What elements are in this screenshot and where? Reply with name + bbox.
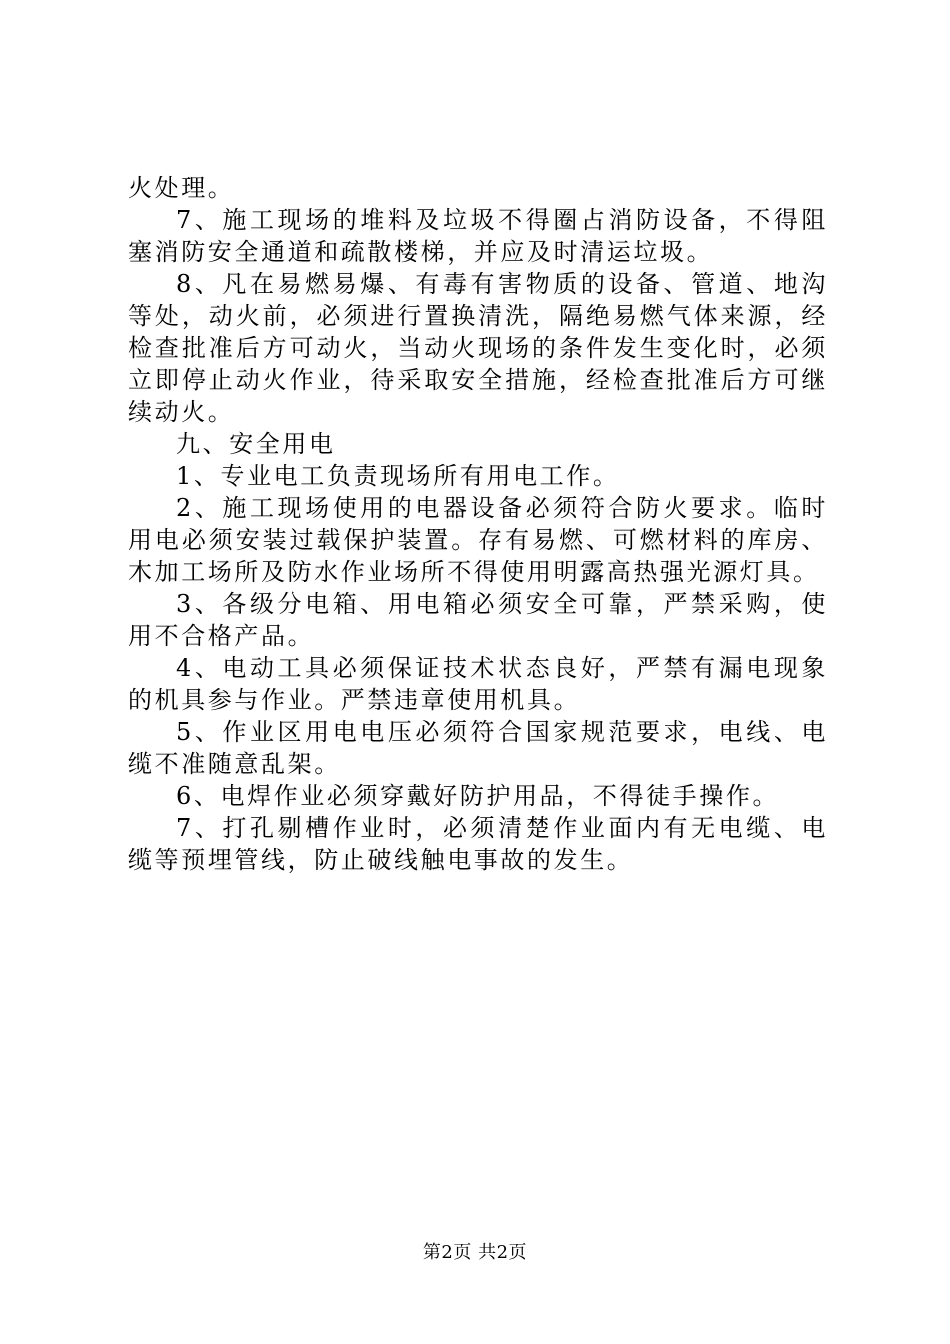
paragraph-electrical-item-2: 2、施工现场使用的电器设备必须符合防火要求。临时用电必须安装过载保护装置。存有易燃、可燃材料的库房、木加工场所及防水作业场所不得使用明露高热强光源灯具。 (128, 494, 828, 586)
paragraph-electrical-item-1: 1、专业电工负责现场所有用电工作。 (176, 462, 620, 490)
page-footer (0, 1242, 950, 1264)
paragraph-fire-item-7: 7、施工现场的堆料及垃圾不得圈占消防设备，不得阻塞消防安全通道和疏散楼梯，并应及时清运垃圾。 (128, 206, 828, 266)
paragraph-continuation: 火处理。 (128, 174, 235, 202)
paragraph-electrical-item-6: 6、电焊作业必须穿戴好防护用品，不得徒手操作。 (176, 782, 780, 810)
paragraph-electrical-item-4: 4、电动工具必须保证技术状态良好，严禁有漏电现象的机具参与作业。严禁违章使用机具。 (128, 654, 828, 714)
page-number-label: 第2页 共2页 (422, 1242, 528, 1263)
paragraph-electrical-item-7: 7、打孔剔槽作业时，必须清楚作业面内有无电缆、电缆等预埋管线，防止破线触电事故的发生。 (128, 814, 828, 874)
paragraph-electrical-item-3: 3、各级分电箱、用电箱必须安全可靠，严禁采购，使用不合格产品。 (128, 590, 828, 650)
section-heading-electrical-safety: 九、安全用电 (176, 430, 336, 458)
paragraph-fire-item-8: 8、凡在易燃易爆、有毒有害物质的设备、管道、地沟等处，动火前，必须进行置换清洗，隔绝易燃气体来源，经检查批准后方可动火，当动火现场的条件发生变化时，必须立即停止动火作业，待采取安全措施，经检查批准后方可继续动火。 (128, 270, 828, 426)
paragraph-electrical-item-5: 5、作业区用电电压必须符合国家规范要求，电线、电缆不准随意乱架。 (128, 718, 828, 778)
document-body (128, 172, 828, 876)
